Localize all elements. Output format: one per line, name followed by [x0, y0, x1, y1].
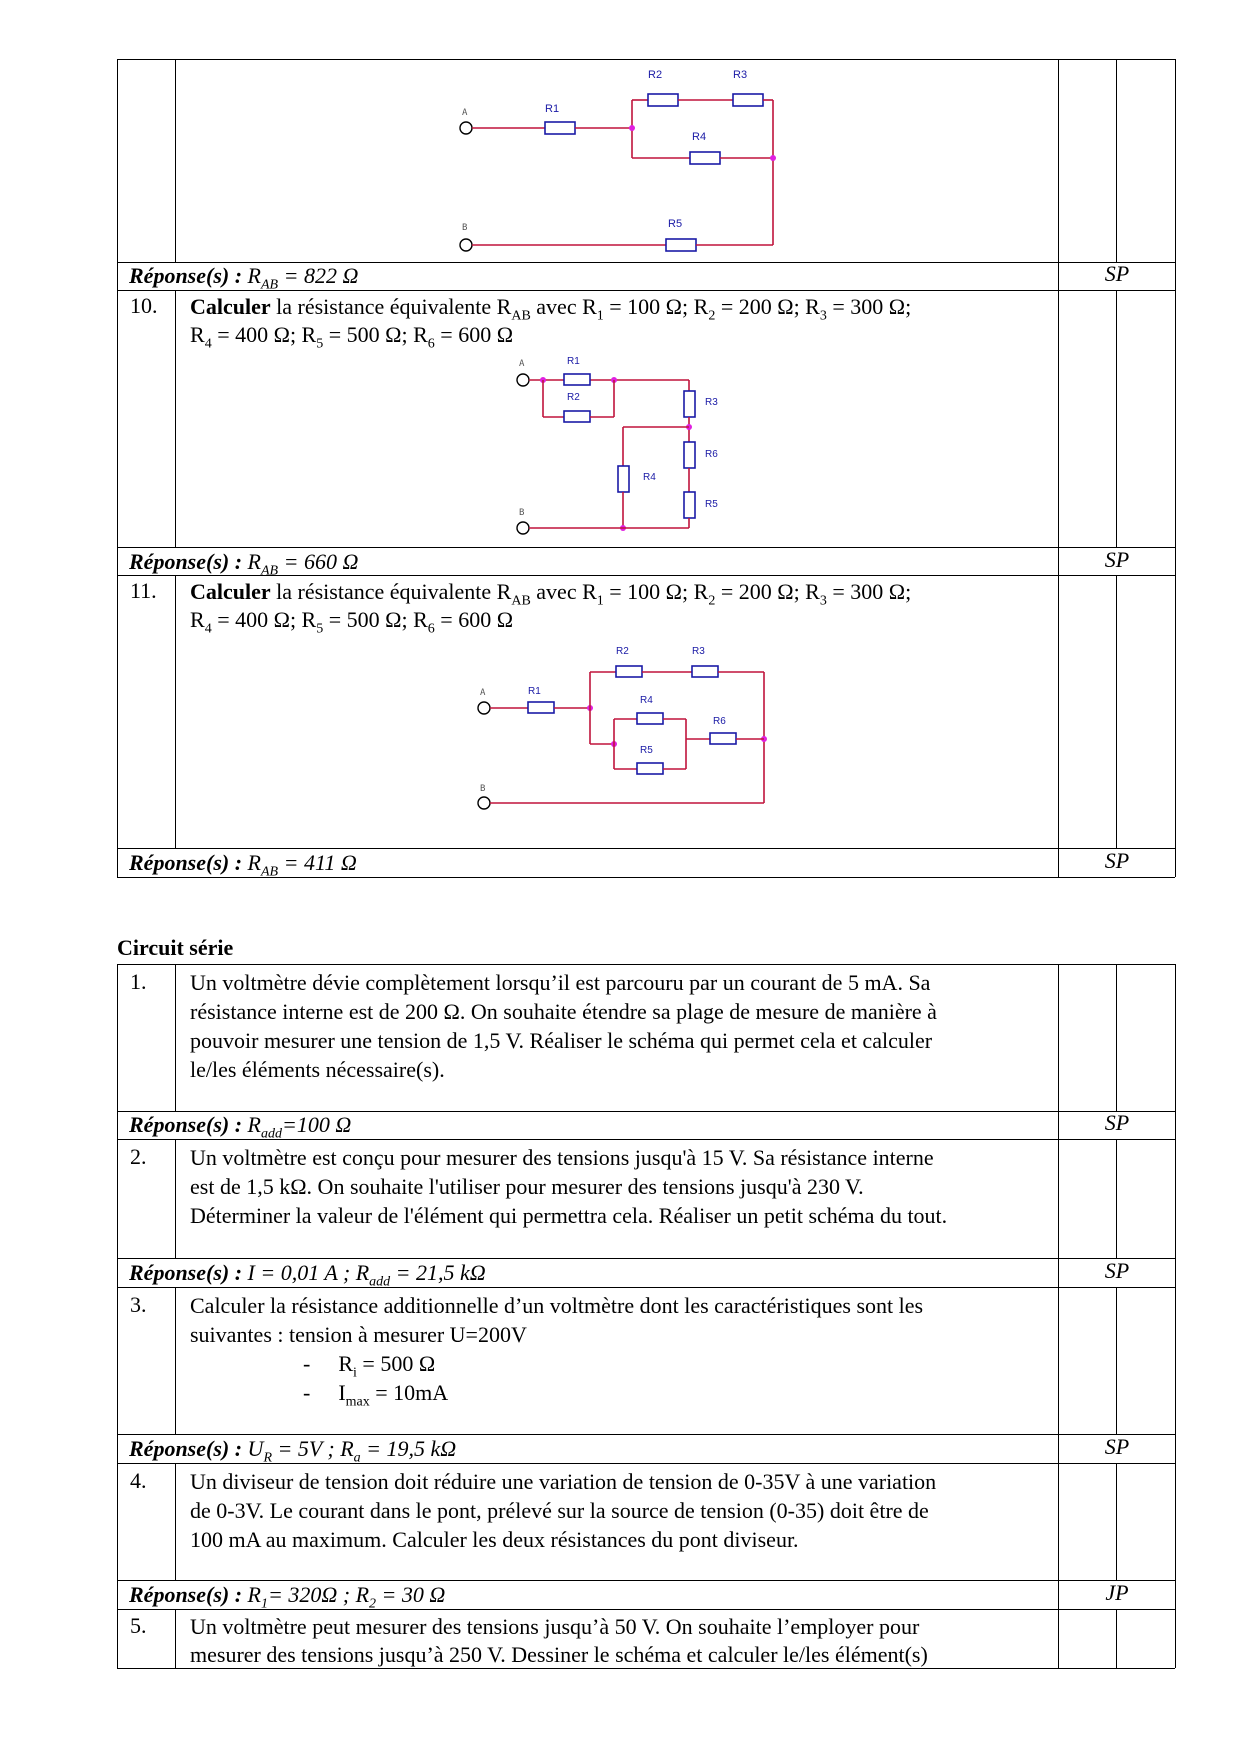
terminal-a	[517, 374, 529, 386]
label-r1: R1	[528, 686, 541, 697]
label-r1: R1	[545, 103, 560, 115]
circuit-diagram-11	[470, 640, 770, 820]
response-9: Réponse(s) : $R_{AB} = 822$ Ω	[129, 263, 359, 293]
label-r2: R2	[616, 646, 629, 657]
author-tag-s1: SP	[1104, 1110, 1130, 1135]
response-s3: Réponse(s) : $U_R = 5V$ ; $R_a = 19,5$ kΩ	[129, 1436, 457, 1466]
resistor-r4	[618, 466, 629, 492]
question-s1-line4: le/les éléments nécessaire(s).	[190, 1057, 445, 1082]
terminal-b	[460, 239, 472, 251]
question-s3-item1: - $R_i = 500$ Ω	[303, 1351, 436, 1381]
author-tag-s3: SP	[1104, 1434, 1130, 1459]
resistor-r1	[528, 702, 554, 713]
question-s2-line3: Déterminer la valeur de l'élément qui permettra cela. Réaliser un petit schéma du tout.	[190, 1203, 948, 1228]
question-11-line2: $R_4 = 400$ Ω; $R_5 = 500$ Ω; $R_6 = 600$ Ω	[190, 607, 514, 637]
resistor-r3	[733, 94, 763, 106]
question-s1-line1: Un voltmètre dévie complètement lorsqu’il est parcouru par un courant de 5 mA. Sa	[190, 970, 931, 995]
label-r4: R4	[643, 472, 656, 483]
response-s2: Réponse(s) : I = 0,01 A ; $R_{add} = 21,5$ kΩ	[129, 1260, 486, 1290]
author-tag-10: SP	[1104, 547, 1130, 572]
question-s3-line2: suivantes : tension à mesurer U=200V	[190, 1322, 527, 1347]
section-title: Circuit série	[117, 935, 234, 960]
terminal-a	[478, 702, 490, 714]
label-b: B	[462, 223, 468, 233]
question-10-line2: $R_4 = 400$ Ω; $R_5 = 500$ Ω; $R_6 = 600$ Ω	[190, 322, 514, 352]
label-r5: R5	[705, 499, 718, 510]
question-s5-line2: mesurer des tensions jusqu’à 250 V. Dessiner le schéma et calculer le/les élément(s)	[190, 1642, 928, 1667]
label-r1: R1	[567, 356, 580, 367]
terminal-b	[478, 797, 490, 809]
label-b: B	[519, 508, 525, 518]
label-a: A	[519, 359, 525, 369]
label-b: B	[480, 784, 486, 794]
response-s4: Réponse(s) : $R_1= 320\Omega$ ; $R_2 = 30$ Ω	[129, 1582, 446, 1612]
resistor-r4	[637, 713, 663, 724]
question-10-line1: Calculer la résistance équivalente $R_{AB}$ avec $R_1 = 100$ Ω; $R_2 = 200$ Ω; $R_3 = 300$ Ω;	[190, 294, 912, 324]
question-number-s2: 2.	[130, 1144, 147, 1169]
response-11: Réponse(s) : $R_{AB} = 411$ Ω	[129, 850, 357, 880]
resistor-r3	[684, 391, 695, 417]
question-s2-line1: Un voltmètre est conçu pour mesurer des tensions jusqu'à 15 V. Sa résistance interne	[190, 1145, 934, 1170]
author-tag-s2: SP	[1104, 1258, 1130, 1283]
question-number-s3: 3.	[130, 1292, 147, 1317]
resistor-r4	[690, 152, 720, 164]
resistor-r2	[564, 411, 590, 422]
label-r3: R3	[692, 646, 705, 657]
resistor-r6	[710, 733, 736, 744]
question-number-11: 11.	[130, 578, 157, 603]
label-r3: R3	[705, 397, 718, 408]
question-11-line1: Calculer la résistance équivalente $R_{AB}$ avec $R_1 = 100$ Ω; $R_2 = 200$ Ω; $R_3 = 300$ Ω;	[190, 579, 912, 609]
resistor-r5	[637, 763, 663, 774]
resistor-r2	[648, 94, 678, 106]
question-s2-line2: est de 1,5 kΩ. On souhaite l'utiliser pour mesurer des tensions jusqu'à 230 V.	[190, 1174, 864, 1199]
question-s3-item2: - $I_{max} = 10mA$	[303, 1380, 449, 1410]
question-s3-line1: Calculer la résistance additionnelle d’un voltmètre dont les caractéristiques sont les	[190, 1293, 924, 1318]
label-r4: R4	[692, 131, 707, 143]
terminal-a	[460, 122, 472, 134]
author-tag-11: SP	[1104, 848, 1130, 873]
question-number-s5: 5.	[130, 1613, 147, 1638]
question-s4-line2: de 0-3V. Le courant dans le pont, prélevé sur la source de tension (0-35) doit être de	[190, 1498, 929, 1523]
question-s1-line3: pouvoir mesurer une tension de 1,5 V. Réaliser le schéma qui permet cela et calculer	[190, 1028, 933, 1053]
label-r6: R6	[705, 449, 718, 460]
author-tag-9: SP	[1104, 261, 1130, 286]
resistor-r6	[684, 442, 695, 468]
question-s1-line2: résistance interne est de 200 Ω. On souhaite étendre sa plage de mesure de manière à	[190, 999, 937, 1024]
author-tag-s4: JP	[1105, 1580, 1129, 1605]
resistor-r2	[616, 666, 642, 677]
resistor-r5	[684, 492, 695, 518]
circuit-diagram-9	[440, 64, 800, 259]
label-r5: R5	[640, 745, 653, 756]
label-r2: R2	[567, 392, 580, 403]
label-r4: R4	[640, 695, 653, 706]
response-s1: Réponse(s) : $R_{add}=100$ Ω	[129, 1112, 352, 1142]
label-r5: R5	[668, 218, 683, 230]
resistor-r3	[692, 666, 718, 677]
label-a: A	[462, 108, 468, 118]
question-s5-line1: Un voltmètre peut mesurer des tensions jusqu’à 50 V. On souhaite l’employer pour	[190, 1614, 920, 1639]
label-r3: R3	[733, 69, 748, 81]
question-number-s1: 1.	[130, 969, 147, 994]
label-a: A	[480, 688, 486, 698]
label-r6: R6	[713, 716, 726, 727]
resistor-r5	[666, 239, 696, 251]
circuit-diagram-10	[505, 354, 745, 544]
question-number-s4: 4.	[130, 1468, 147, 1493]
question-s4-line3: 100 mA au maximum. Calculer les deux résistances du pont diviseur.	[190, 1527, 799, 1552]
question-number-10: 10.	[130, 293, 158, 318]
label-r2: R2	[648, 69, 663, 81]
response-10: Réponse(s) : $R_{AB} = 660$ Ω	[129, 549, 359, 579]
resistor-r1	[564, 374, 590, 385]
resistor-r1	[545, 122, 575, 134]
question-s4-line1: Un diviseur de tension doit réduire une variation de tension de 0-35V à une variation	[190, 1469, 937, 1494]
terminal-b	[517, 522, 529, 534]
